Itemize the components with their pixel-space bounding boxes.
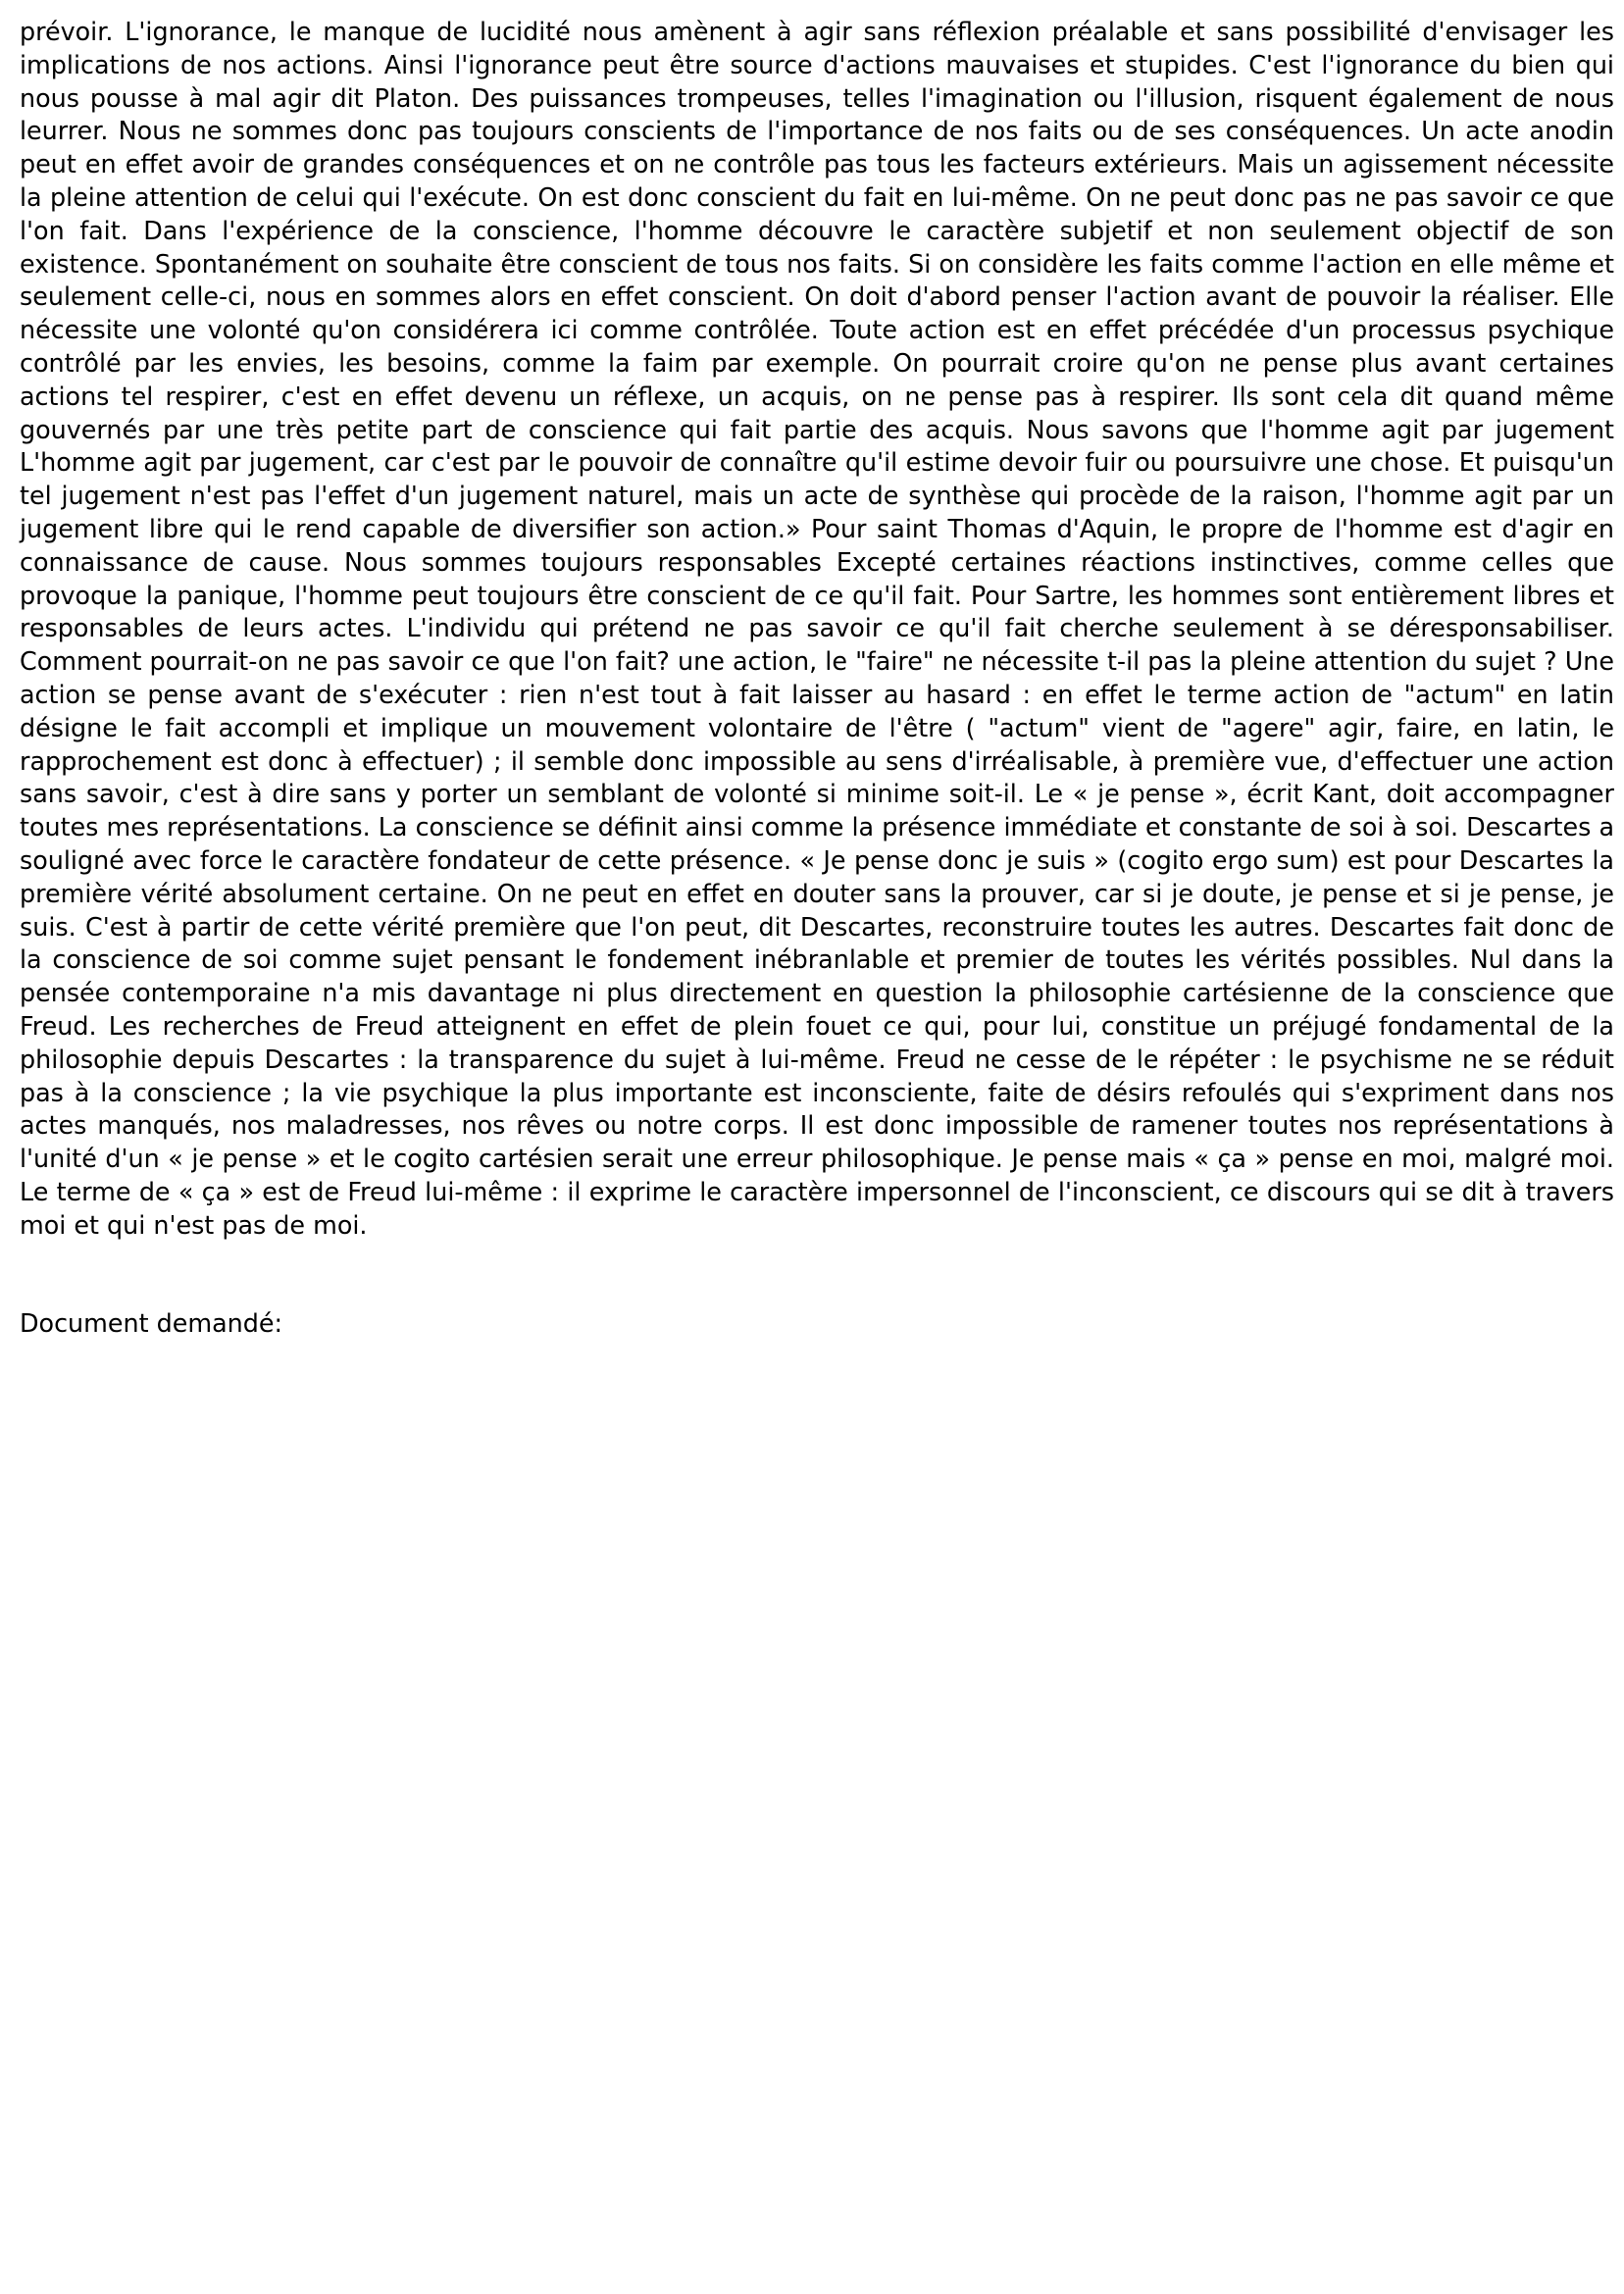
document-requested-label: Document demandé: <box>20 1308 283 1339</box>
body-paragraph: prévoir. L'ignorance, le manque de lucidité nous amènent à agir sans réflexion préalable et sans possibilité d'envisager les implications de nos actions. Ainsi l'ignorance peut être source d'actions mauvaises et stupides. C'est l'ignorance du bien qui nous pousse à mal agir dit Platon. Des puissances trompeuses, telles l'imagination ou l'illusion, risquent également de nous leurrer. Nous ne sommes donc pas toujours conscients de l'importance de nos faits ou de ses conséquences. Un acte anodin peut en effet avoir de grandes conséquences et on ne contrôle pas tous les facteurs extérieurs. Mais un agissement nécessite la pleine attention de celui qui l'exécute. On est donc conscient du fait en lui-même. On ne peut donc pas ne pas savoir ce que l'on fait. Dans l'expérience de la conscience, l'homme découvre le caractère subjetif et non seulement objectif de son existence. Spontanément on souhaite être conscient de tous nos faits. Si on considère les faits comme l'action en elle même et seulement celle-ci, nous en sommes alors en effet conscient. On doit d'abord penser l'action avant de pouvoir la réaliser. Elle nécessite une volonté qu'on considérera ici comme contrôlée. Toute action est en effet précédée d'un processus psychique contrôlé par les envies, les besoins, comme la faim par exemple. On pourrait croire qu'on ne pense plus avant certaines actions tel respirer, c'est en effet devenu un réflexe, un acquis, on ne pense pas à respirer. Ils sont cela dit quand même gouvernés par une très petite part de conscience qui fait partie des acquis. Nous savons que l'homme agit par jugement L'homme agit par jugement, car c'est par le pouvoir de connaître qu'il estime devoir fuir ou poursuivre une chose. Et puisqu'un tel jugement n'est pas l'effet d'un jugement naturel, mais un acte de synthèse qui procède de la raison, l'homme agit par un jugement libre qui le rend capable de diversifier son action.» Pour saint Thomas d'Aquin, le propre de l'homme est d'agir en connaissance de cause. Nous sommes toujours responsables Excepté certaines réactions instinctives, comme celles que provoque la panique, l'homme peut toujours être conscient de ce qu'il fait. Pour Sartre, les hommes sont entièrement libres et responsables de leurs actes. L'individu qui prétend ne pas savoir ce qu'il fait cherche seulement à se déresponsabiliser. Comment pourrait-on ne pas savoir ce que l'on fait? une action, le "faire" ne nécessite t-il pas la pleine attention du sujet ? Une action se pense avant de s'exécuter : rien n'est tout à fait laisser au hasard : en effet le terme action de "actum" en latin désigne le fait accompli et implique un mouvement volontaire de l'être ( "actum" vient de "agere" agir, faire, en latin, le rapprochement est donc à effectuer) ; il semble donc impossible au sens d'irréalisable, à première vue, d'effectuer une action sans savoir, c'est à dire sans y porter un semblant de volonté si minime soit-il. Le « je pense », écrit Kant, doit accompagner toutes mes représentations. La conscience se définit ainsi comme la présence immédiate et constante de soi à soi. Descartes a souligné avec force le caractère fondateur de cette présence. « Je pense donc je suis » (cogito ergo sum) est pour Descartes la première vérité absolument certaine. On ne peut en effet en douter sans la prouver, car si je doute, je pense et si je pense, je suis. C'est à partir de cette vérité première que l'on peut, dit Descartes, reconstruire toutes les autres. Descartes fait donc de la conscience de soi comme sujet pensant le fondement inébranlable et premier de toutes les vérités possibles. Nul dans la pensée contemporaine n'a mis davantage ni plus directement en question la philosophie cartésienne de la conscience que Freud. Les recherches de Freud atteignent en effet de plein fouet ce qui, pour lui, constitue un préjugé fondamental de la philosophie depuis Descartes : la transparence du sujet à lui-même. Freud ne cesse de le répéter : le psychisme ne se réduit pas à la conscience ; la vie psychique la plus importante est inconsciente, faite de désirs refoulés qui s'expriment dans nos actes manqués, nos maladresses, nos rêves ou notre corps. Il est donc impossible de ramener toutes nos représentations à l'unité d'un « je pense » et le cogito cartésien serait une erreur philosophique. Je pense mais « ça » pense en moi, malgré moi. Le terme de « ça » est de Freud lui-même : il exprime le caractère impersonnel de l'inconscient, ce discours qui se dit à travers moi et qui n'est pas de moi. <box>20 17 1614 1240</box>
document-page <box>20 16 1614 1341</box>
